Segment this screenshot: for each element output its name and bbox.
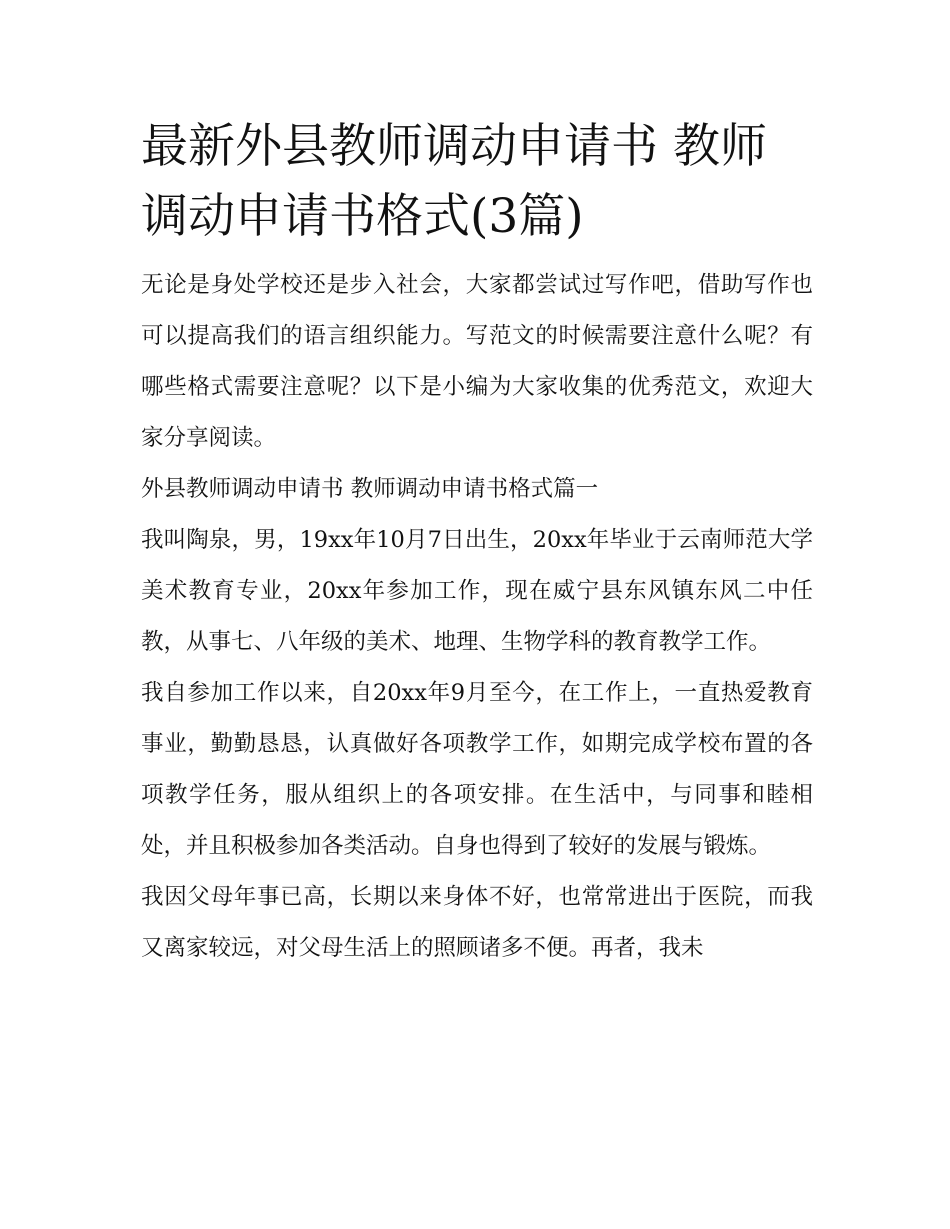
body-paragraph-2: 我自参加工作以来，自20xx年9月至今，在工作上，一直热爱教育事业，勤勤恳恳，认真做好各项教学工作，如期完成学校布置的各项教学任务，服从组织上的各项安排。在生活中，与同事和睦相处，并且积极参加各类活动。自身也得到了较好的发展与锻炼。	[141, 680, 813, 859]
body-paragraph-3: 我因父母年事已高，长期以来身体不好，也常常进出于医院，而我又离家较远，对父母生活上的照顾诸多不便。再者，我未	[141, 884, 813, 961]
intro-paragraph: 无论是身处学校还是步入社会，大家都尝试过写作吧，借助写作也可以提高我们的语言组织能力。写范文的时候需要注意什么呢？有哪些格式需要注意呢？以下是小编为大家收集的优秀范文，欢迎大家分享阅读。	[141, 272, 813, 451]
document-body	[141, 112, 813, 974]
body-paragraph-1: 我叫陶泉，男，19xx年10月7日出生，20xx年毕业于云南师范大学美术教育专业，20xx年参加工作，现在威宁县东风镇东风二中任教，从事七、八年级的美术、地理、生物学科的教育教学工作。	[141, 527, 813, 655]
section-heading: 外县教师调动申请书 教师调动申请书格式篇一	[141, 476, 599, 502]
document-title: 最新外县教师调动申请书 教师调动申请书格式(3篇)	[141, 119, 767, 244]
